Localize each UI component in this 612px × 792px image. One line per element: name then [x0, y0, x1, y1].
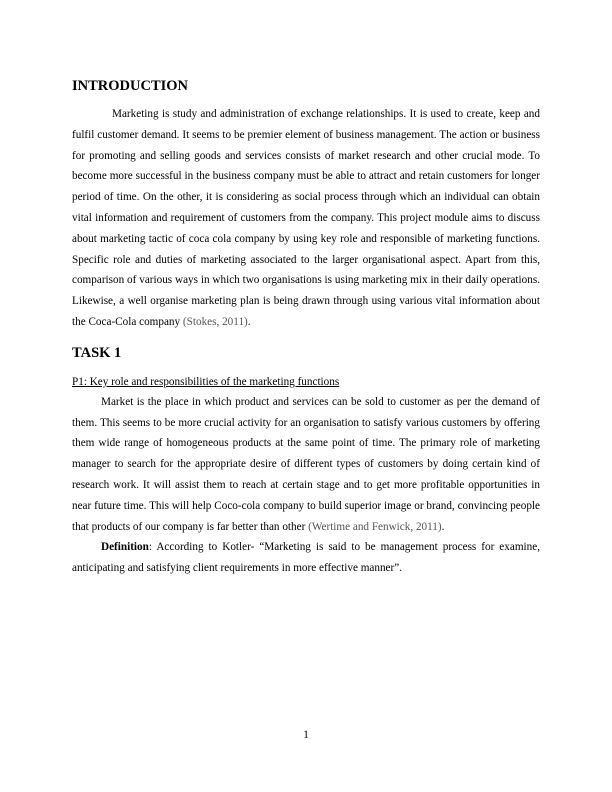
task1-heading: TASK 1 — [72, 344, 122, 361]
introduction-text: Marketing is study and administration of exchange relationships. It is used to create, keep and fulfil customer demand. It seems to be premier element of business management. The action or business for promoting and selling goods and services consists of market research and other crucial mode. To become more successful in the business company must be able to attract and retain customers for longer period of time. On the other, it is considering as social process through which an individual can obtain vital information and requirement of customers from the company. This project module aims to discuss about marketing tactic of coca cola company by using key role and responsible of marketing functions. Specific role and duties of marketing associated to the larger organisational aspect. Apart from this, comparison of various ways in which two organisations is using marketing mix in their daily operations. Likewise, a well organise marketing plan is being drawn through using various vital information about the Coca-Cola company — [72, 108, 540, 328]
introduction-paragraph — [72, 104, 540, 333]
definition-text: : According to Kotler- “Marketing is said to be management process for examine, anticipating and satisfying client requirements in more effective manner”. — [72, 541, 540, 575]
introduction-citation: (Stokes, 2011) — [182, 315, 248, 328]
task1-citation: (Wertime and Fenwick, 2011) — [308, 520, 442, 533]
task1-end: . — [441, 520, 445, 533]
definition-paragraph — [72, 537, 540, 579]
task1-text: Market is the place in which product and services can be sold to customer as per the demand of them. This seems to be more crucial activity for an organisation to satisfy various customers by offering them wide range of homogeneous products at the same point of time. The primary role of marketing manager to search for the appropriate desire of different types of customers by doing certain kind of research work. It will assist them to reach at certain stage and to get more profitable opportunities in near future time. This will help Coco-cola company to build superior image or brand, convincing people that products of our company is far better than other — [72, 395, 540, 533]
task1-paragraph — [72, 392, 540, 538]
page-content — [72, 76, 540, 579]
definition-label: Definition — [101, 541, 149, 554]
task1-subheading: P1: Key role and responsibilities of the marketing functions — [72, 375, 340, 388]
introduction-heading: INTRODUCTION — [72, 78, 189, 94]
introduction-end: . — [247, 315, 251, 328]
page-number: 1 — [303, 729, 309, 741]
